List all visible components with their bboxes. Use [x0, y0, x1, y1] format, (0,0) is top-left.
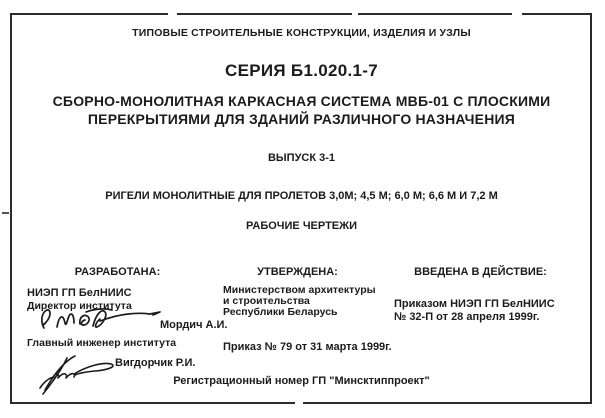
authority-line-2: и строительства — [223, 295, 310, 308]
doc-type-line: РАБОЧИЕ ЧЕРТЕЖИ — [246, 220, 357, 232]
signature-mordich-icon — [36, 303, 164, 340]
issue-label: ВЫПУСК 3-1 — [267, 152, 336, 164]
main-title — [14, 92, 589, 128]
signatory-name-mordich: Мордич А.И. — [160, 319, 228, 331]
signatory-name-vigdorchik: Вигдорчик Р.И. — [115, 357, 196, 369]
border-gap-artifact — [295, 401, 303, 405]
developed-header: РАЗРАБОТАНА: — [74, 266, 161, 278]
enacted-header: ВВЕДЕНА В ДЕЙСТВИЕ: — [414, 266, 547, 278]
subject-line: РИГЕЛИ МОНОЛИТНЫЕ ДЛЯ ПРОЛЕТОВ 3,0М; 4,5 М; 6,0 М; 6,6 М И 7,2 М — [105, 190, 498, 202]
series-title: СЕРИЯ Б1.020.1-7 — [225, 61, 378, 80]
approval-order: Приказ № 79 от 31 марта 1999г. — [223, 341, 392, 353]
developer-organization: НИЭП ГП БелНИИС — [27, 287, 132, 299]
enactment-order-line-2: № 32-П от 28 апреля 1999г. — [394, 311, 540, 323]
enactment-order — [394, 298, 555, 324]
authority-line-1: Министерством архитектуры — [223, 284, 376, 296]
signatory-role-chief-engineer: Главный инженер института — [27, 337, 177, 349]
category-line: ТИПОВЫЕ СТРОИТЕЛЬНЫЕ КОНСТРУКЦИИ, ИЗДЕЛИЯ И УЗЛЫ — [132, 27, 471, 39]
registration-line: Регистрационный номер ГП "Минсктиппроект" — [173, 375, 430, 387]
main-title-line-1: СБОРНО-МОНОЛИТНАЯ КАРКАСНАЯ СИСТЕМА МВБ-01 С ПЛОСКИМИ — [52, 93, 551, 109]
approved-header: УТВЕРЖДЕНА: — [257, 266, 338, 278]
main-title-line-2: ПЕРЕКРЫТИЯМИ ДЛЯ ЗДАНИЙ РАЗЛИЧНОГО НАЗНАЧЕНИЯ — [87, 111, 516, 127]
approving-authority — [223, 285, 376, 319]
border-gap-artifact — [512, 12, 522, 16]
signatory-role-director: Директор института — [27, 300, 132, 312]
border-gap-artifact — [352, 12, 358, 16]
signature-vigdorchik-icon — [33, 344, 119, 401]
scan-tick-artifact — [2, 212, 9, 214]
enactment-order-line-1: Приказом НИЭП ГП БелНИИС — [394, 298, 555, 310]
authority-line-3: Республики Беларусь — [223, 306, 338, 319]
border-gap-artifact — [168, 12, 177, 16]
